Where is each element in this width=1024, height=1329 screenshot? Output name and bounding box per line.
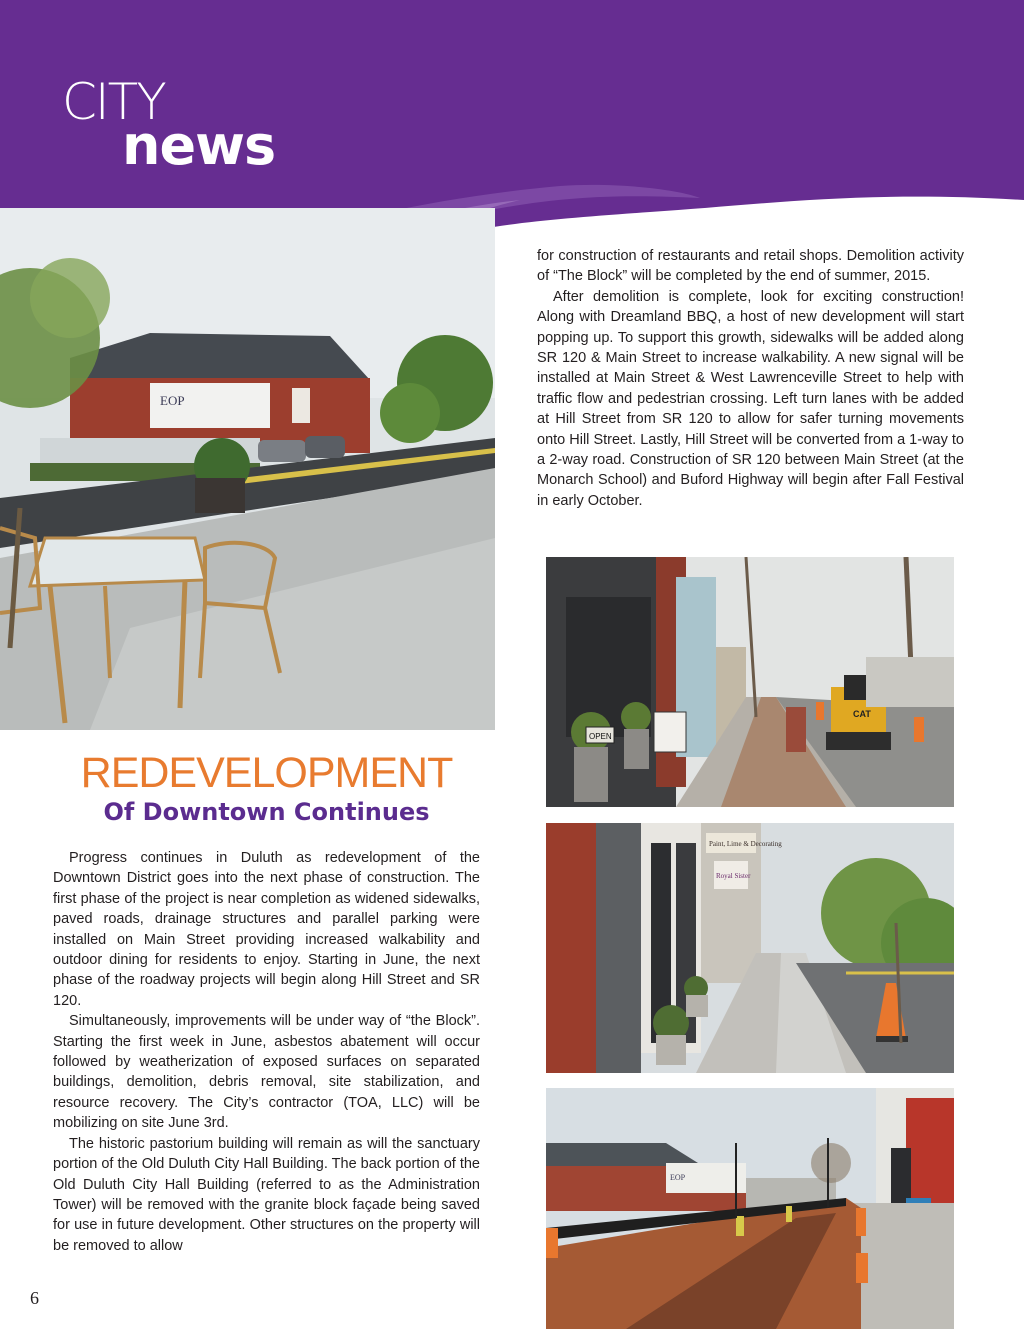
photo-2-image	[546, 823, 954, 1073]
photo-shopfront-sidewalk	[546, 823, 954, 1073]
photo-trench-construction	[546, 1088, 954, 1329]
article-headline	[53, 748, 480, 826]
paragraph: for construction of restaurants and retail shops. Demolition activity of “The Block” will be completed by the end of summer, 2015.	[537, 248, 964, 285]
brand-city-text: CITY	[62, 73, 165, 131]
paragraph: Simultaneously, improvements will be under way of “the Block”. Starting the first week in June, asbestos abatement will occur followed by weatherization of exposed surfaces on separated buildings, demolition, debris removal, site stabilization, and resource recovery. The City’s contractor (TOA, LLC) will be mobilizing on site June 3rd.	[53, 1013, 480, 1132]
photo1-open-sign: OPEN	[589, 732, 612, 741]
photo-storefront-construction	[546, 557, 954, 807]
photo2-store-sign: Paint, Lime & Decorating	[709, 840, 782, 848]
headline-title: REDEVELOPMENT	[80, 749, 453, 797]
article-column-right	[537, 246, 964, 511]
page-number: 6	[30, 1288, 39, 1308]
paragraph: Progress continues in Duluth as redevelopment of the Downtown District goes into the next phase of construction. The first phase of the project is near completion as widened sidewalks, paved roads, drainage structures and parallel parking were installed on Main Street providing increased walkability and outdoor dining for residents to enjoy. Starting in June, the next phase of the roadway projects will begin along Hill Street and SR 120.	[53, 850, 480, 1009]
photo-3-image	[546, 1088, 954, 1329]
photo2-shop-sign: Royal Sister	[716, 872, 751, 880]
brand-news-text: news	[122, 114, 276, 177]
photo-main-sidewalk	[0, 208, 495, 730]
photo3-sign-eop: EOP	[670, 1173, 686, 1182]
photo-main-image	[0, 208, 495, 730]
paragraph: After demolition is complete, look for exciting construction! Along with Dreamland BBQ, a host of new development will start popping up. To support this growth, sidewalks will be added along SR 120 & Main Street to increase walkability. A new signal will be installed at Main Street & West Lawrenceville Street to help with traffic flow and pedestrian crossing. Left turn lanes with be added at Hill Street from SR 120 to allow for safer turning movements onto Hill Street. Lastly, Hill Street will be converted from a 1-way to a 2-way road. Construction of SR 120 between Main Street (at the Monarch School) and Buford Highway will begin after Fall Festival in early October.	[537, 288, 964, 509]
article-column-left	[53, 848, 480, 1256]
photo1-cat-logo: CAT	[853, 709, 871, 719]
main-sign-eop: EOP	[160, 393, 185, 408]
headline-subtitle: Of Downtown Continues	[103, 798, 430, 826]
paragraph: The historic pastorium building will remain as will the sanctuary portion of the Old Duluth City Hall Building. The back portion of the Old Duluth City Hall Building (referred to as the Administration Tower) will be removed with the granite block façade being saved for use in future development. Other structures on the property will be removed to allow	[53, 1135, 480, 1254]
photo-1-image	[546, 557, 954, 807]
